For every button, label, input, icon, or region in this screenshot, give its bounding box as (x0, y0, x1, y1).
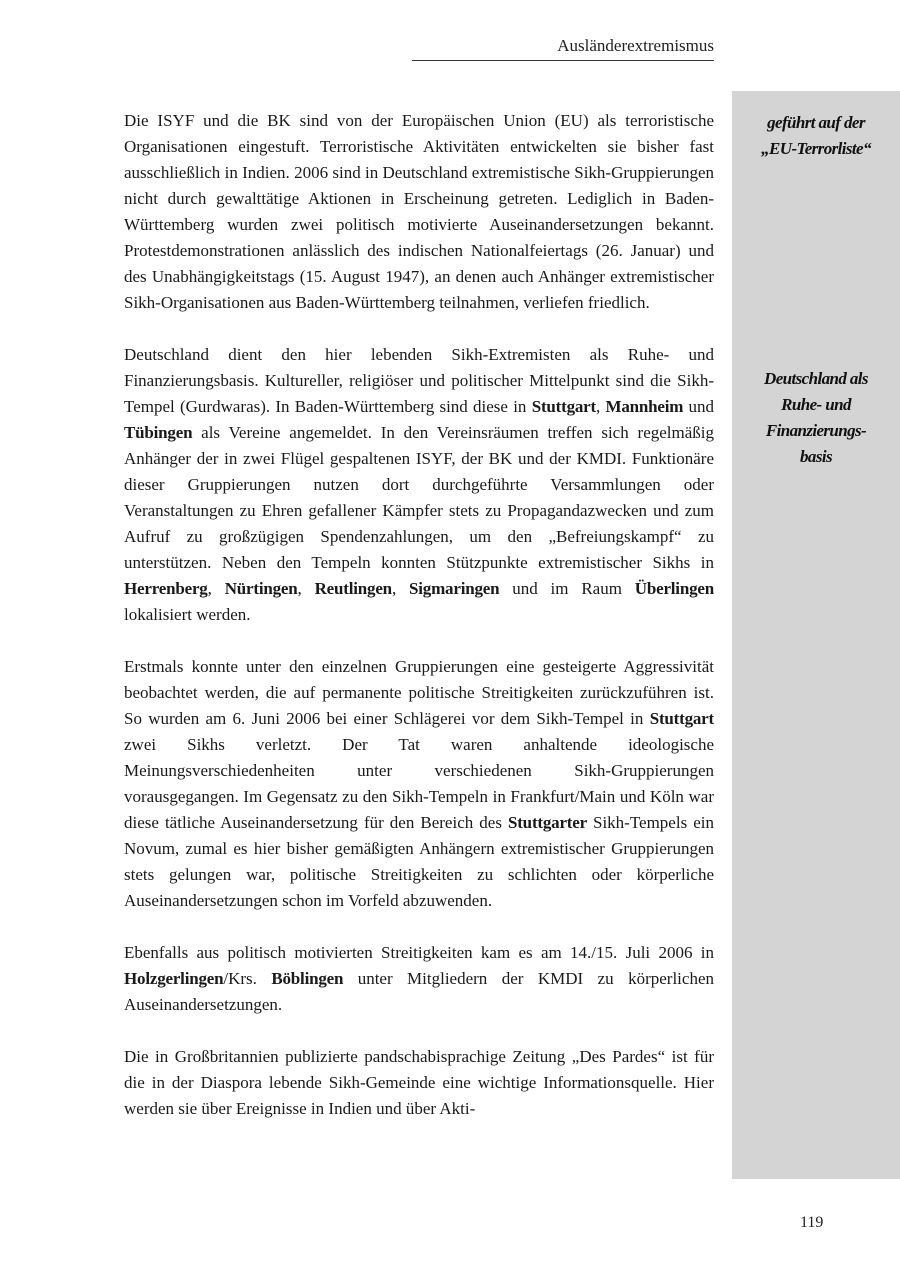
place-name: Überlingen (634, 579, 714, 598)
paragraph-5: Die in Großbritannien publizierte pandschabisprachige Zeitung „Des Pardes“ ist für die in der Diaspora lebende Sikh-Gemeinde eine wichtige Informationsquelle. Hier werden sie über Ereignisse in Indien und über Akti- (124, 1047, 714, 1118)
margin-note-line: Ruhe- und (781, 395, 851, 414)
paragraph-1: Die ISYF und die BK sind von der Europäischen Union (EU) als terroristische Organisationen eingestuft. Terroristische Aktivitäten entwickelten sie bisher fast ausschließlich in Indien. 2006 sind in Deutschland extremistische Sikh-Gruppierungen nicht durch gewalttätige Aktionen in Erscheinung getreten. Lediglich in Baden-Württemberg wurden zwei politisch motivierte Auseinandersetzungen bekannt. Protestdemonstrationen anlässlich des indischen Nationalfeiertags (26. Januar) und des Unabhängigkeitstags (15. August 1947), an denen auch Anhänger extremistischer Sikh-Organisationen aus Baden-Württemberg teilnahmen, verliefen friedlich. (124, 111, 714, 312)
text-run: Ebenfalls aus politisch motivierten Streitigkeiten kam es am 14./15. Juli 2006 in (124, 943, 714, 962)
margin-note-line: Finanzierungs- (765, 421, 867, 440)
margin-note-line: „EU-Terrorliste“ (761, 139, 871, 158)
text-run: und (683, 397, 714, 416)
margin-sidebar (732, 91, 900, 1179)
header-title: Ausländerextremismus (557, 36, 714, 55)
text-run: , (391, 579, 410, 598)
margin-note-line: basis (800, 447, 832, 466)
text-run: lokalisiert werden. (124, 605, 251, 624)
text-run: als Vereine angemeldet. In den Vereinsräumen treffen sich regelmäßig Anhänger der in zwei Flügel gespaltenen ISYF, der BK und der KMDI. Funktionäre dieser Gruppierungen nutzen dort durchgeführte Versammlungen oder Veranstaltungen zu Ehren gefallener Kämpfer stets zu Propagandazwecken und zum Aufruf zu großzügigen Spendenzahlungen, um den „Befreiungskampf“ zu unterstützen. Neben den Tempeln konnten Stützpunkte extremistischer Sikhs in (124, 423, 714, 572)
text-run: zwei Sikhs verletzt. Der Tat waren anhaltende ideologische Meinungsverschiedenheiten unter verschiedenen Sikh-Gruppierungen vorausgegangen. Im Gegensatz zu den Sikh-Tempeln in Frankfurt/Main und Köln war diese tätliche Auseinandersetzung für den Bereich des (124, 735, 714, 832)
place-name: Herrenberg (124, 579, 208, 598)
place-name: Nürtingen (224, 579, 298, 598)
place-name: Tübingen (124, 423, 193, 442)
margin-note-line: Deutschland als (764, 369, 868, 388)
place-name: Stuttgart (649, 709, 714, 728)
margin-note-line: geführt auf der (767, 113, 865, 132)
text-run: , (297, 579, 315, 598)
place-name: Mannheim (605, 397, 684, 416)
place-name: Reutlingen (314, 579, 392, 598)
place-name: Holzgerlingen (124, 969, 224, 988)
page-number: 119 (800, 1214, 824, 1231)
place-name: Stuttgart (531, 397, 596, 416)
place-name: Sigmaringen (409, 579, 500, 598)
margin-note-eu-terrorliste (740, 110, 892, 162)
text-run: Erstmals konnte unter den einzelnen Gruppierungen eine gesteigerte Aggressivität beobachtet werden, die auf permanente politische Streitigkeiten zurückzuführen ist. So wurden am 6. Juni 2006 bei einer Schlägerei vor dem Sikh-Tempel in (124, 657, 714, 728)
text-run: , (207, 579, 225, 598)
body-text (124, 108, 714, 1148)
margin-note-ruhe-finanzierungsbasis (740, 366, 892, 470)
paragraph-4 (124, 940, 714, 1018)
text-run: Sikh-Tempels ein Novum, zumal es hier bisher gemäßigten Anhängern extremistischer Gruppierungen stets gelungen war, politische Streitigkeiten zu schlichten oder körperliche Auseinandersetzungen schon im Vorfeld abzuwenden. (124, 813, 714, 910)
place-name: Böblingen (271, 969, 344, 988)
text-run: , (596, 397, 606, 416)
header-rule (412, 60, 714, 61)
text-run: unter Mitgliedern der KMDI zu körperlichen Auseinandersetzungen. (124, 969, 715, 1014)
text-run: und im Raum (499, 579, 635, 598)
text-run: /Krs. (223, 969, 272, 988)
paragraph-3 (124, 654, 714, 914)
place-name: Stuttgarter (507, 813, 587, 832)
paragraph-2 (124, 342, 714, 628)
text-run: Deutschland dient den hier lebenden Sikh-Extremisten als Ruhe- und Finanzierungsbasis. Kultureller, religiöser und politischer Mittelpunkt sind die Sikh-Tempel (Gurdwaras). In Baden-Württemberg sind diese in (124, 345, 714, 416)
